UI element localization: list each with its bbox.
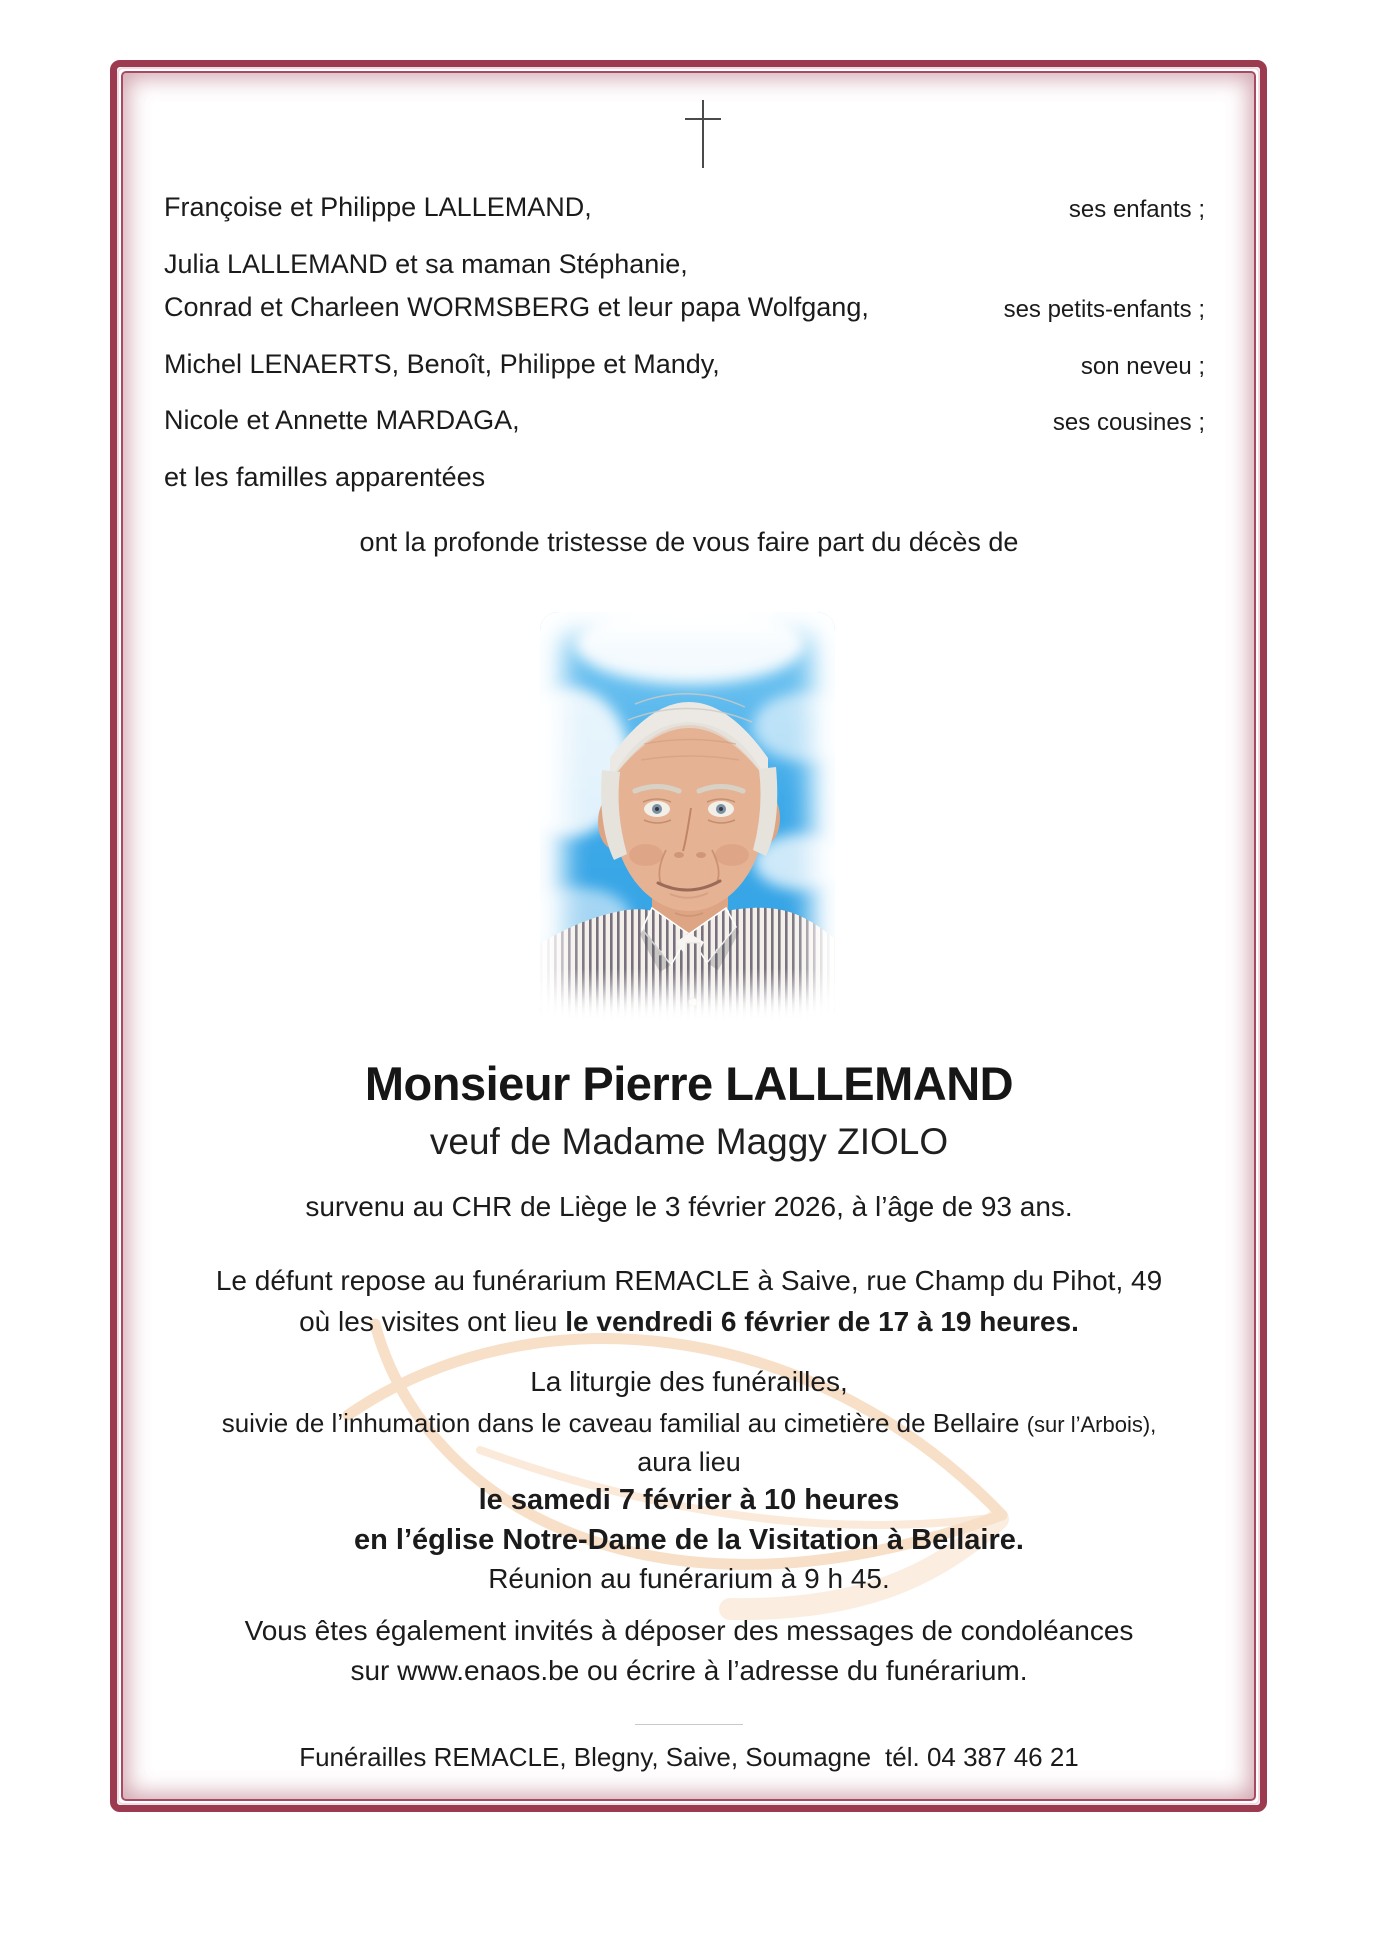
- visitation-line-2: [0, 1306, 1378, 1338]
- cross-icon: [685, 100, 721, 168]
- visitation-line-2-bold: le vendredi 6 février de 17 à 19 heures.: [565, 1306, 1079, 1337]
- ceremony-line-3: aura lieu: [637, 1447, 741, 1477]
- relation-label-children: ses enfants ;: [1068, 196, 1205, 223]
- ceremony-date-bold: le samedi 7 février à 10 heures: [478, 1484, 900, 1516]
- relation-label-grandchildren: ses petits-enfants ;: [1003, 296, 1205, 323]
- deceased-subtitle: veuf de Madame Maggy ZIOLO: [429, 1121, 949, 1162]
- family-names-children: Françoise et Philippe LALLEMAND,: [164, 192, 592, 222]
- condolences-line-2: sur www.enaos.be ou écrire à l’adresse du funérarium.: [350, 1655, 1028, 1686]
- footer-middle: , Blegny, Saive, Soumagne: [559, 1742, 872, 1772]
- death-notice: survenu au CHR de Liège le 3 février 2026, à l’âge de 93 ans.: [305, 1191, 1073, 1222]
- footer-funeral-home: REMACLE: [433, 1742, 560, 1772]
- photo-feather-edge: [540, 612, 835, 1026]
- ceremony-line-2-main: suivie de l’inhumation dans le caveau familial au cimetière de Bellaire: [221, 1408, 1027, 1438]
- photo-bottom-fade: [540, 968, 835, 1026]
- visitation-line-2-prefix: où les visites ont lieu: [299, 1306, 566, 1337]
- relation-label-nephew: son neveu ;: [1080, 353, 1205, 380]
- footer-prefix: Funérailles: [299, 1742, 434, 1772]
- intro-sentence: ont la profonde tristesse de vous faire part du décès de: [359, 527, 1019, 557]
- ceremony-church-bold: en l’église Notre-Dame de la Visitation à Bellaire.: [354, 1524, 1024, 1556]
- family-names-cousins: Nicole et Annette MARDAGA,: [164, 405, 520, 435]
- family-names-grandchildren-1: Julia LALLEMAND et sa maman Stéphanie,: [164, 249, 688, 279]
- relation-label-cousins: ses cousines ;: [1052, 409, 1205, 436]
- footer-line: [0, 1742, 1378, 1773]
- deceased-name: Monsieur Pierre LALLEMAND: [364, 1057, 1014, 1110]
- footer-divider: [635, 1724, 743, 1725]
- footer-phone: tél. 04 387 46 21: [885, 1742, 1079, 1772]
- ceremony-line-2: [0, 1408, 1378, 1439]
- family-related-families: et les familles apparentées: [164, 462, 486, 492]
- ceremony-line-2-small: (sur l’Arbois),: [1026, 1412, 1157, 1437]
- visitation-line-1: Le défunt repose au funérarium REMACLE à Saive, rue Champ du Pihot, 49: [215, 1265, 1163, 1296]
- portrait-photo: [540, 612, 835, 1026]
- family-names-nephew: Michel LENAERTS, Benoît, Philippe et Mandy,: [164, 349, 720, 379]
- ceremony-meeting: Réunion au funérarium à 9 h 45.: [488, 1563, 890, 1594]
- condolences-line-1: Vous êtes également invités à déposer des messages de condoléances: [244, 1615, 1134, 1646]
- ceremony-line-1: La liturgie des funérailles,: [530, 1366, 848, 1397]
- family-names-grandchildren-2: Conrad et Charleen WORMSBERG et leur papa Wolfgang,: [164, 292, 869, 322]
